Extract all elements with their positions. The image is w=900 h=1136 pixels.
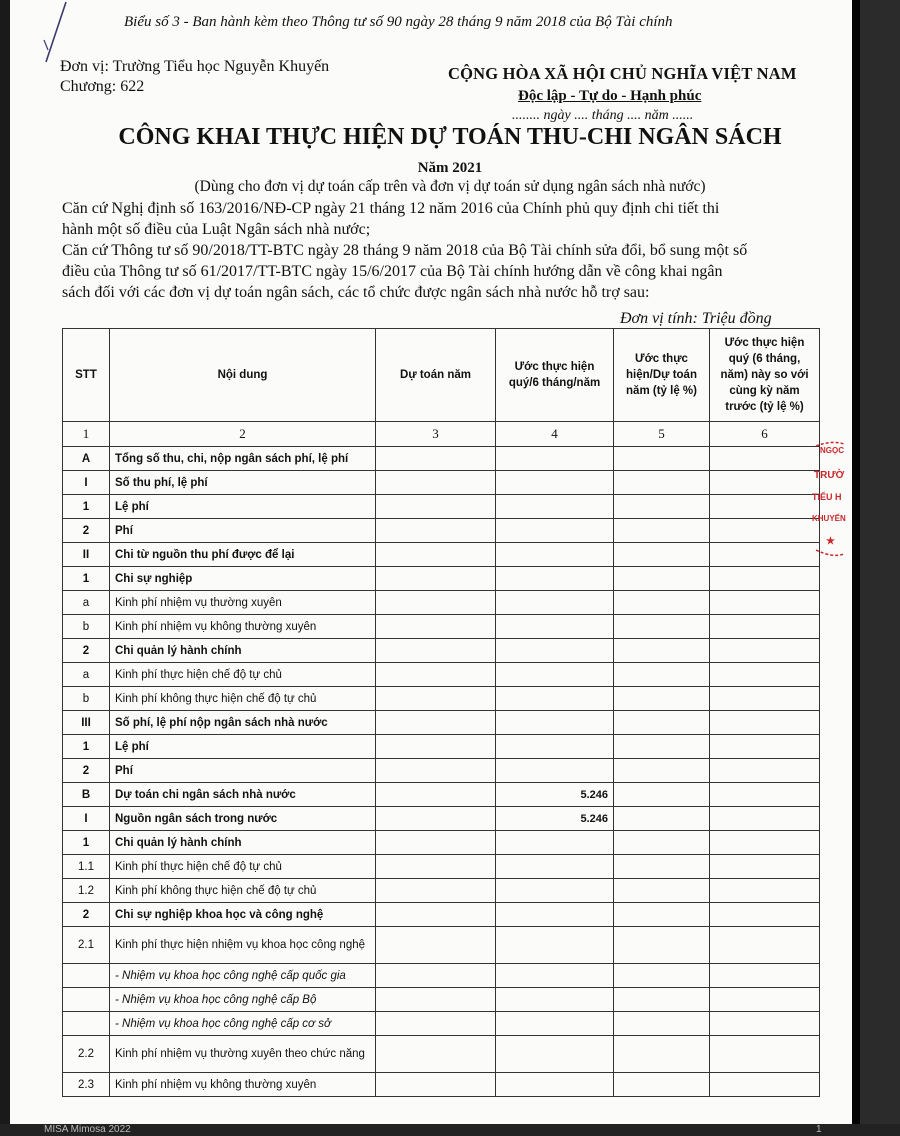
table-row	[63, 639, 820, 663]
row-content: Dự toán chi ngân sách nhà nước	[110, 783, 376, 807]
row-content: Chi quản lý hành chính	[110, 639, 376, 663]
basis-line: điều của Thông tư số 61/2017/TT-BTC ngày 15/6/2017 của Bộ Tài chính hướng dẫn về công khai ngân	[62, 263, 723, 280]
row-content: Kinh phí không thực hiện chế độ tự chủ	[110, 687, 376, 711]
row-ratio-estimate	[614, 783, 710, 807]
table-row	[63, 855, 820, 879]
row-estimated-execution	[496, 447, 614, 471]
row-ratio-previous-year	[710, 735, 820, 759]
row-annual-estimate	[376, 759, 496, 783]
row-annual-estimate	[376, 964, 496, 988]
row-ratio-previous-year	[710, 783, 820, 807]
table-row	[63, 519, 820, 543]
table-row	[63, 831, 820, 855]
row-ratio-estimate	[614, 639, 710, 663]
table-row	[63, 879, 820, 903]
row-annual-estimate	[376, 471, 496, 495]
table-row	[63, 567, 820, 591]
row-estimated-execution	[496, 903, 614, 927]
row-stt	[63, 988, 110, 1012]
table-row	[63, 711, 820, 735]
row-ratio-estimate	[614, 879, 710, 903]
unit-label: Đơn vị tính: Triệu đồng	[620, 310, 772, 327]
row-stt	[63, 1012, 110, 1036]
row-stt: 2	[63, 519, 110, 543]
row-ratio-previous-year	[710, 687, 820, 711]
row-ratio-estimate	[614, 471, 710, 495]
row-estimated-execution	[496, 1012, 614, 1036]
row-annual-estimate	[376, 543, 496, 567]
year: Năm 2021	[417, 160, 483, 176]
row-annual-estimate	[376, 1073, 496, 1097]
row-ratio-estimate	[614, 855, 710, 879]
seal-text: KHUYẾN	[812, 514, 846, 523]
nation-title: CỘNG HÒA XÃ HỘI CHỦ NGHĨA VIỆT NAM	[448, 64, 797, 83]
row-estimated-execution	[496, 988, 614, 1012]
footer-software: MISA Mimosa 2022	[44, 1124, 131, 1135]
row-annual-estimate	[376, 567, 496, 591]
table-row	[63, 1073, 820, 1097]
row-annual-estimate	[376, 927, 496, 964]
row-stt: b	[63, 687, 110, 711]
footer-page-number: 1	[816, 1124, 822, 1135]
row-stt: I	[63, 471, 110, 495]
row-estimated-execution	[496, 964, 614, 988]
basis-line: Căn cứ Nghị định số 163/2016/NĐ-CP ngày 21 tháng 12 năm 2016 của Chính phủ quy định chi tiết thi	[62, 200, 720, 217]
chapter: Chương: 622	[60, 78, 145, 95]
index-cell: 3	[376, 422, 496, 447]
row-ratio-previous-year	[710, 567, 820, 591]
row-estimated-execution	[496, 735, 614, 759]
row-annual-estimate	[376, 687, 496, 711]
table-row	[63, 687, 820, 711]
header-stt: STT	[63, 329, 110, 422]
row-ratio-estimate	[614, 567, 710, 591]
red-seal-stamp	[812, 440, 844, 558]
seal-text: TRƯỜ	[814, 470, 845, 481]
row-stt: 2	[63, 639, 110, 663]
basis-line: Căn cứ Thông tư số 90/2018/TT-BTC ngày 28 tháng 9 năm 2018 của Bộ Tài chính sửa đổi, bổ sung một số	[62, 242, 748, 259]
index-cell: 5	[614, 422, 710, 447]
row-stt: 1	[63, 495, 110, 519]
table-row	[63, 663, 820, 687]
table-row	[63, 964, 820, 988]
row-stt: b	[63, 615, 110, 639]
row-annual-estimate	[376, 591, 496, 615]
row-ratio-previous-year	[710, 447, 820, 471]
table-row	[63, 495, 820, 519]
row-estimated-execution	[496, 591, 614, 615]
row-stt: a	[63, 663, 110, 687]
row-ratio-previous-year	[710, 879, 820, 903]
date-line: ........ ngày .... tháng .... năm ......	[512, 108, 694, 123]
row-ratio-estimate	[614, 447, 710, 471]
document-title: CÔNG KHAI THỰC HIỆN DỰ TOÁN THU-CHI NGÂN SÁCH	[118, 124, 782, 150]
row-content: Số phí, lệ phí nộp ngân sách nhà nước	[110, 711, 376, 735]
row-stt: I	[63, 807, 110, 831]
row-ratio-estimate	[614, 807, 710, 831]
row-annual-estimate	[376, 495, 496, 519]
row-ratio-previous-year	[710, 543, 820, 567]
row-content: Kinh phí thực hiện chế độ tự chủ	[110, 663, 376, 687]
header-ratio-previous-year: Ước thực hiện quý (6 tháng, năm) này so với cùng kỳ năm trước (tỷ lệ %)	[710, 329, 820, 422]
row-ratio-estimate	[614, 615, 710, 639]
row-content: Kinh phí nhiệm vụ không thường xuyên	[110, 1073, 376, 1097]
row-ratio-previous-year	[710, 831, 820, 855]
table-row	[63, 1012, 820, 1036]
row-estimated-execution	[496, 711, 614, 735]
row-estimated-execution	[496, 471, 614, 495]
row-content: Kinh phí không thực hiện chế độ tự chủ	[110, 879, 376, 903]
row-stt: 2.1	[63, 927, 110, 964]
row-annual-estimate	[376, 519, 496, 543]
row-annual-estimate	[376, 711, 496, 735]
row-content: Lệ phí	[110, 495, 376, 519]
seal-text: TIỂU H	[812, 492, 842, 502]
motto: Độc lập - Tự do - Hạnh phúc	[518, 88, 702, 104]
row-ratio-previous-year	[710, 1012, 820, 1036]
row-estimated-execution	[496, 543, 614, 567]
row-estimated-execution	[496, 759, 614, 783]
row-ratio-previous-year	[710, 591, 820, 615]
budget-table	[62, 328, 820, 1097]
row-content: Chi quản lý hành chính	[110, 831, 376, 855]
row-content: Lệ phí	[110, 735, 376, 759]
row-annual-estimate	[376, 735, 496, 759]
header-annual-estimate: Dự toán năm	[376, 329, 496, 422]
row-stt: A	[63, 447, 110, 471]
index-cell: 6	[710, 422, 820, 447]
row-ratio-estimate	[614, 831, 710, 855]
row-stt: III	[63, 711, 110, 735]
row-estimated-execution	[496, 519, 614, 543]
table-row	[63, 988, 820, 1012]
row-ratio-estimate	[614, 735, 710, 759]
row-estimated-execution	[496, 879, 614, 903]
row-ratio-previous-year	[710, 759, 820, 783]
row-ratio-previous-year	[710, 1036, 820, 1073]
row-annual-estimate	[376, 663, 496, 687]
table-header-row	[63, 329, 820, 422]
subtitle: (Dùng cho đơn vị dự toán cấp trên và đơn vị dự toán sử dụng ngân sách nhà nước)	[194, 178, 706, 195]
row-ratio-previous-year	[710, 711, 820, 735]
row-estimated-execution	[496, 687, 614, 711]
table-row	[63, 783, 820, 807]
row-estimated-execution: 5.246	[496, 807, 614, 831]
index-cell: 1	[63, 422, 110, 447]
row-stt: 2	[63, 903, 110, 927]
row-content: Kinh phí thực hiện chế độ tự chủ	[110, 855, 376, 879]
row-annual-estimate	[376, 831, 496, 855]
row-ratio-previous-year	[710, 807, 820, 831]
row-ratio-previous-year	[710, 471, 820, 495]
row-estimated-execution	[496, 567, 614, 591]
row-ratio-estimate	[614, 543, 710, 567]
row-ratio-previous-year	[710, 964, 820, 988]
row-annual-estimate	[376, 639, 496, 663]
row-content: Chi sự nghiệp khoa học và công nghệ	[110, 903, 376, 927]
unit-name: Đơn vị: Trường Tiểu học Nguyễn Khuyến	[60, 58, 330, 75]
table-row	[63, 759, 820, 783]
row-annual-estimate	[376, 903, 496, 927]
row-ratio-estimate	[614, 663, 710, 687]
index-cell: 4	[496, 422, 614, 447]
row-ratio-estimate	[614, 759, 710, 783]
table-row	[63, 471, 820, 495]
row-ratio-estimate	[614, 964, 710, 988]
seal-text: NGỌC	[820, 446, 844, 455]
row-content: Kinh phí nhiệm vụ không thường xuyên	[110, 615, 376, 639]
row-content: Chi từ nguồn thu phí được để lại	[110, 543, 376, 567]
header-content: Nội dung	[110, 329, 376, 422]
row-content: Kinh phí thực hiện nhiệm vụ khoa học công nghệ	[110, 927, 376, 964]
row-content: - Nhiệm vụ khoa học công nghệ cấp cơ sở	[110, 1012, 376, 1036]
row-estimated-execution	[496, 855, 614, 879]
index-cell: 2	[110, 422, 376, 447]
row-ratio-estimate	[614, 519, 710, 543]
row-annual-estimate	[376, 988, 496, 1012]
row-annual-estimate	[376, 783, 496, 807]
row-content: - Nhiệm vụ khoa học công nghệ cấp quốc gia	[110, 964, 376, 988]
row-stt	[63, 964, 110, 988]
row-stt: B	[63, 783, 110, 807]
header-ratio-estimate: Ước thực hiện/Dự toán năm (tỷ lệ %)	[614, 329, 710, 422]
row-estimated-execution	[496, 663, 614, 687]
row-stt: a	[63, 591, 110, 615]
row-content: Phí	[110, 759, 376, 783]
row-ratio-previous-year	[710, 495, 820, 519]
row-estimated-execution	[496, 927, 614, 964]
row-ratio-estimate	[614, 591, 710, 615]
row-stt: 2	[63, 759, 110, 783]
row-content: Kinh phí nhiệm vụ thường xuyên theo chức năng	[110, 1036, 376, 1073]
row-estimated-execution	[496, 1036, 614, 1073]
row-annual-estimate	[376, 1036, 496, 1073]
row-stt: 2.2	[63, 1036, 110, 1073]
header-estimated-execution: Ước thực hiện quý/6 tháng/năm	[496, 329, 614, 422]
row-annual-estimate	[376, 879, 496, 903]
row-ratio-previous-year	[710, 988, 820, 1012]
index-row	[63, 422, 820, 447]
row-stt: II	[63, 543, 110, 567]
row-ratio-estimate	[614, 988, 710, 1012]
row-ratio-estimate	[614, 495, 710, 519]
row-annual-estimate	[376, 615, 496, 639]
basis-line: hành một số điều của Luật Ngân sách nhà nước;	[62, 221, 371, 238]
row-content: Tổng số thu, chi, nộp ngân sách phí, lệ phí	[110, 447, 376, 471]
row-ratio-estimate	[614, 1012, 710, 1036]
row-stt: 1	[63, 735, 110, 759]
row-estimated-execution	[496, 639, 614, 663]
basis-line: sách đối với các đơn vị dự toán ngân sách, các tổ chức được ngân sách nhà nước hỗ trợ sau:	[62, 284, 650, 301]
row-ratio-previous-year	[710, 663, 820, 687]
row-ratio-previous-year	[710, 855, 820, 879]
row-estimated-execution	[496, 615, 614, 639]
table-row	[63, 447, 820, 471]
row-annual-estimate	[376, 807, 496, 831]
row-ratio-previous-year	[710, 1073, 820, 1097]
table-row	[63, 807, 820, 831]
table-row	[63, 735, 820, 759]
row-ratio-estimate	[614, 711, 710, 735]
row-ratio-previous-year	[710, 639, 820, 663]
row-ratio-previous-year	[710, 927, 820, 964]
row-content: Phí	[110, 519, 376, 543]
table-row	[63, 543, 820, 567]
row-ratio-estimate	[614, 1036, 710, 1073]
row-content: Số thu phí, lệ phí	[110, 471, 376, 495]
page-edge-bottom	[0, 1124, 900, 1136]
row-ratio-previous-year	[710, 519, 820, 543]
row-annual-estimate	[376, 855, 496, 879]
seal-star-icon: ★	[826, 536, 835, 547]
row-ratio-previous-year	[710, 903, 820, 927]
row-content: Chi sự nghiệp	[110, 567, 376, 591]
row-content: Kinh phí nhiệm vụ thường xuyên	[110, 591, 376, 615]
table-row	[63, 615, 820, 639]
row-ratio-estimate	[614, 687, 710, 711]
row-estimated-execution	[496, 831, 614, 855]
row-ratio-estimate	[614, 903, 710, 927]
row-stt: 1.1	[63, 855, 110, 879]
row-content: Nguồn ngân sách trong nước	[110, 807, 376, 831]
table-row	[63, 591, 820, 615]
table-row	[63, 927, 820, 964]
row-content: - Nhiệm vụ khoa học công nghệ cấp Bộ	[110, 988, 376, 1012]
row-stt: 1.2	[63, 879, 110, 903]
row-stt: 1	[63, 831, 110, 855]
table-row	[63, 1036, 820, 1073]
row-ratio-estimate	[614, 927, 710, 964]
row-stt: 1	[63, 567, 110, 591]
row-annual-estimate	[376, 447, 496, 471]
row-annual-estimate	[376, 1012, 496, 1036]
row-estimated-execution: 5.246	[496, 783, 614, 807]
row-ratio-previous-year	[710, 615, 820, 639]
table-row	[63, 903, 820, 927]
row-stt: 2.3	[63, 1073, 110, 1097]
row-estimated-execution	[496, 495, 614, 519]
row-estimated-execution	[496, 1073, 614, 1097]
form-note: Biểu số 3 - Ban hành kèm theo Thông tư số 90 ngày 28 tháng 9 năm 2018 của Bộ Tài chính	[124, 14, 673, 30]
row-ratio-estimate	[614, 1073, 710, 1097]
